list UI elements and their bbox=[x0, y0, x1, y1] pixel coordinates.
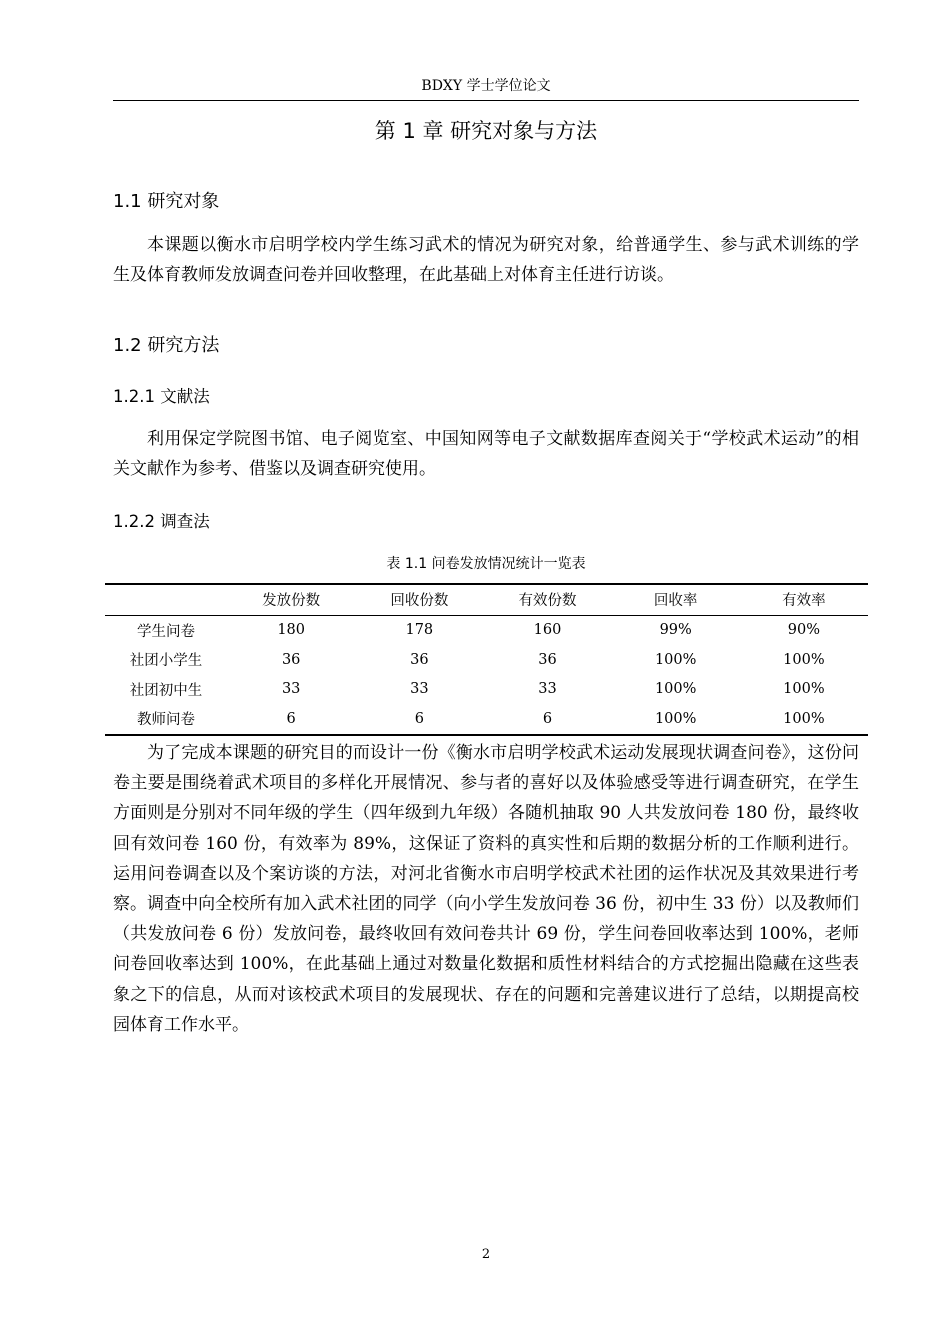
table-row-label: 学生问卷 bbox=[137, 623, 196, 640]
paragraph-literature-method: 利用保定学院图书馆、电子阅览室、中国知网等电子文献数据库查阅关于“学校武术运动”的相关文献作为参考、借鉴以及调查研究使用。 bbox=[113, 429, 859, 480]
table-cell: 100% bbox=[783, 710, 825, 727]
table-cell: 6 bbox=[542, 710, 553, 727]
table-cell: 36 bbox=[538, 651, 557, 668]
table-row bbox=[105, 645, 868, 675]
table-row bbox=[105, 704, 868, 735]
table-cell: 90% bbox=[787, 622, 820, 639]
paragraph-research-objects: 本课题以衡水市启明学校内学生练习武术的情况为研究对象，给普通学生、参与武术训练的学生及体育教师发放调查问卷并回收整理，在此基础上对体育主任进行访谈。 bbox=[113, 235, 859, 286]
table-row-label: 社团小学生 bbox=[129, 653, 203, 670]
table-row bbox=[105, 675, 868, 705]
table-cell: 100% bbox=[783, 651, 825, 668]
table-header-cell: 发放份数 bbox=[262, 593, 321, 610]
section-heading-1-2: 1.2 研究方法 bbox=[113, 335, 220, 356]
table-header-cell: 回收率 bbox=[653, 593, 698, 610]
table-cell: 6 bbox=[286, 710, 296, 727]
table-header-cell bbox=[105, 584, 227, 615]
paragraph-survey-method: 为了完成本课题的研究目的而设计一份《衡水市启明学校武术运动发展现状调查问卷》，这份问卷主要是围绕着武术项目的多样化开展情况、参与者的喜好以及体验感受等进行调查研究，在学生方面则是分别对不同年级的学生（四年级到九年级）各随机抽取 90 人共发放问卷 180 份，最终收回有效问卷 160 份，有效率为 89%，这保证了资料的真实性和后期的数据分析的工作顺利进行。运用问卷调查以及个案访谈的方法，对河北省衡水市启明学校武术社团的运作状况及其效果进行考察。调查中向全校所有加入武术社团的同学（向小学生发放问卷 36 份，初中生 33 份）以及教师们（共发放问卷 6 份）发放问卷，最终收回有效问卷共计 69 份，学生问卷回收率达到 100%，老师问卷回收率达到 100%，在此基础上通过对数量化数据和质性材料结合的方式挖掘出隐藏在这些表象之下的信息，从而对该校武术项目的发展现状、存在的问题和完善建议进行了总结，以期提高校园体育工作水平。 bbox=[113, 743, 859, 1035]
table-header-cell: 有效率 bbox=[782, 593, 826, 610]
table-cell: 160 bbox=[533, 622, 562, 639]
section-heading-1-1: 1.1 研究对象 bbox=[113, 191, 220, 212]
table-cell: 33 bbox=[281, 681, 301, 698]
table-cell: 36 bbox=[281, 651, 301, 668]
chapter-title: 第 1 章 研究对象与方法 bbox=[374, 119, 598, 143]
running-header: BDXY 学士学位论文 bbox=[421, 78, 551, 94]
survey-statistics-table bbox=[105, 583, 868, 736]
table-cell: 100% bbox=[654, 651, 697, 668]
table-caption: 表 1.1 问卷发放情况统计一览表 bbox=[386, 556, 586, 572]
table-row-label: 教师问卷 bbox=[137, 712, 196, 729]
table-cell: 100% bbox=[654, 681, 697, 698]
page-number: 2 bbox=[481, 1247, 491, 1262]
table-row bbox=[105, 615, 868, 645]
table-header-cell: 有效份数 bbox=[518, 593, 577, 610]
table-row-label: 社团初中生 bbox=[129, 682, 203, 699]
table-cell: 178 bbox=[405, 622, 434, 639]
table-cell: 6 bbox=[414, 710, 424, 727]
table-header-cell: 回收份数 bbox=[390, 593, 449, 610]
table-cell: 99% bbox=[659, 622, 692, 639]
table-cell: 36 bbox=[410, 651, 429, 668]
table-cell: 180 bbox=[277, 622, 305, 639]
table-cell: 33 bbox=[410, 681, 429, 698]
header-rule bbox=[113, 100, 859, 101]
table-cell: 100% bbox=[654, 710, 697, 727]
table-header-row bbox=[105, 584, 868, 615]
section-heading-1-2-2: 1.2.2 调查法 bbox=[113, 512, 210, 531]
table-cell: 100% bbox=[783, 681, 825, 698]
section-heading-1-2-1: 1.2.1 文献法 bbox=[113, 387, 210, 406]
table-cell: 33 bbox=[538, 681, 557, 698]
